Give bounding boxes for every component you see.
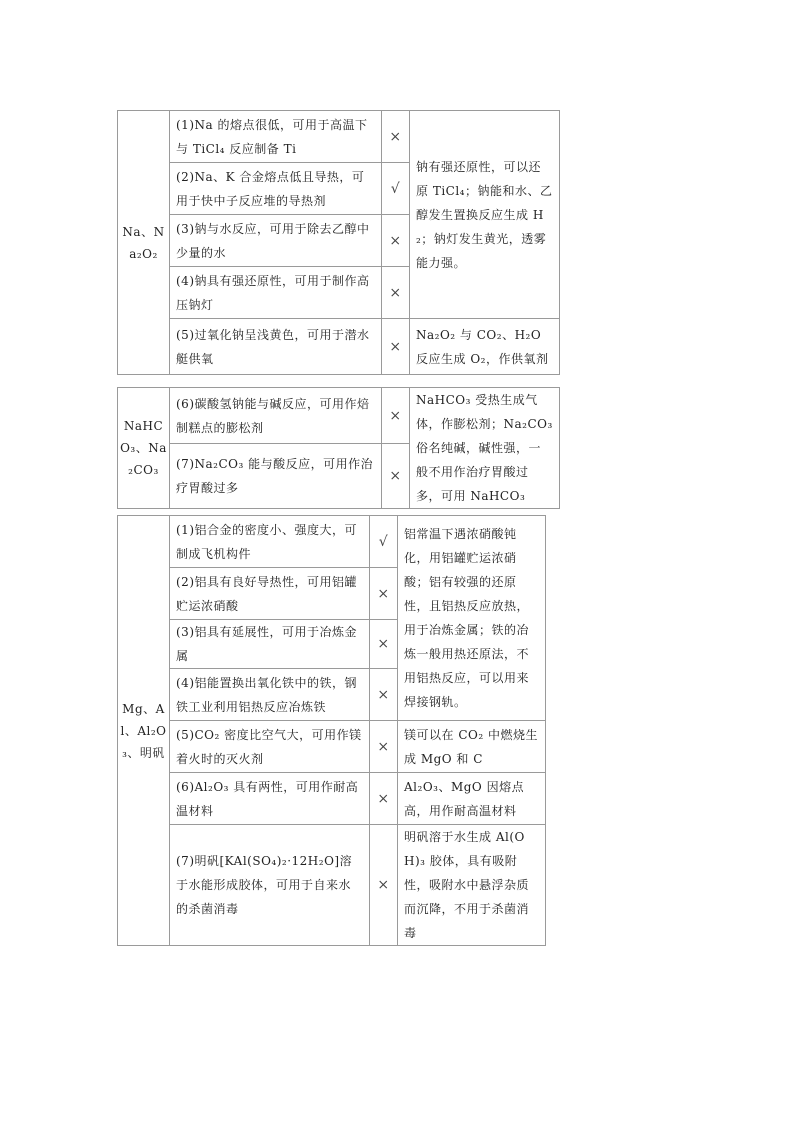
judgement-mark: × [382, 267, 410, 319]
na-na2o2-table [117, 110, 560, 375]
mg-al-table [117, 515, 546, 946]
explanation-cell: Al₂O₃、MgO 因熔点高，用作耐高温材料 [398, 773, 546, 825]
judgement-mark: × [370, 568, 398, 620]
judgement-mark: × [370, 773, 398, 825]
judgement-mark: × [370, 669, 398, 721]
judgement-mark: × [382, 444, 410, 509]
explanation-cell: 镁可以在 CO₂ 中燃烧生成 MgO 和 C [398, 721, 546, 773]
judgement-mark: × [370, 721, 398, 773]
statement-cell: (2)Na、K 合金熔点低且导热，可用于快中子反应堆的导热剂 [170, 163, 382, 215]
statement-cell: (4)铝能置换出氧化铁中的铁，钢铁工业利用铝热反应冶炼铁 [170, 669, 370, 721]
statement-cell: (5)过氧化钠呈浅黄色，可用于潜水艇供氧 [170, 319, 382, 375]
judgement-mark: √ [382, 163, 410, 215]
statement-cell: (4)钠具有强还原性，可用于制作高压钠灯 [170, 267, 382, 319]
explanation-cell: Na₂O₂ 与 CO₂、H₂O 反应生成 O₂，作供氧剂 [410, 319, 560, 375]
statement-cell: (2)铝具有良好导热性，可用铝罐贮运浓硝酸 [170, 568, 370, 620]
statement-cell: (7)Na₂CO₃ 能与酸反应，可用作治疗胃酸过多 [170, 444, 382, 509]
statement-cell: (1)Na 的熔点很低，可用于高温下与 TiCl₄ 反应制备 Ti [170, 111, 382, 163]
statement-cell: (3)铝具有延展性，可用于冶炼金属 [170, 620, 370, 669]
explanation-cell: NaHCO₃ 受热生成气体，作膨松剂；Na₂CO₃ 俗名纯碱，碱性强，一般不用作治疗胃酸过多，可用 NaHCO₃ [410, 388, 560, 509]
explanation-cell: 明矾溶于水生成 Al(OH)₃ 胶体，具有吸附性，吸附水中悬浮杂质而沉降，不用于杀菌消毒 [398, 825, 546, 946]
subject-cell: NaHCO₃、Na₂CO₃ [118, 388, 170, 509]
explanation-cell: 钠有强还原性，可以还原 TiCl₄；钠能和水、乙醇发生置换反应生成 H₂；钠灯发生黄光，透雾能力强。 [410, 111, 560, 319]
judgement-mark: × [382, 215, 410, 267]
statement-cell: (6)碳酸氢钠能与碱反应，可用作焙制糕点的膨松剂 [170, 388, 382, 444]
judgement-mark: × [382, 111, 410, 163]
subject-cell: Na、Na₂O₂ [118, 111, 170, 375]
judgement-mark: × [382, 319, 410, 375]
nahco3-na2co3-table [117, 387, 560, 509]
statement-cell: (5)CO₂ 密度比空气大，可用作镁着火时的灭火剂 [170, 721, 370, 773]
statement-cell: (3)钠与水反应，可用于除去乙醇中少量的水 [170, 215, 382, 267]
statement-cell: (1)铝合金的密度小、强度大，可制成飞机构件 [170, 516, 370, 568]
explanation-cell: 铝常温下遇浓硝酸钝化，用铝罐贮运浓硝酸；铝有较强的还原性，且铝热反应放热，用于冶炼金属；铁的冶炼一般用热还原法，不用铝热反应，可以用来焊接钢轨。 [398, 516, 546, 721]
judgement-mark: × [382, 388, 410, 444]
judgement-mark: × [370, 620, 398, 669]
statement-cell: (7)明矾[KAl(SO₄)₂·12H₂O]溶于水能形成胶体，可用于自来水的杀菌消毒 [170, 825, 370, 946]
statement-cell: (6)Al₂O₃ 具有两性，可用作耐高温材料 [170, 773, 370, 825]
judgement-mark: × [370, 825, 398, 946]
judgement-mark: √ [370, 516, 398, 568]
subject-cell: Mg、Al、Al₂O₃、明矾 [118, 516, 170, 946]
